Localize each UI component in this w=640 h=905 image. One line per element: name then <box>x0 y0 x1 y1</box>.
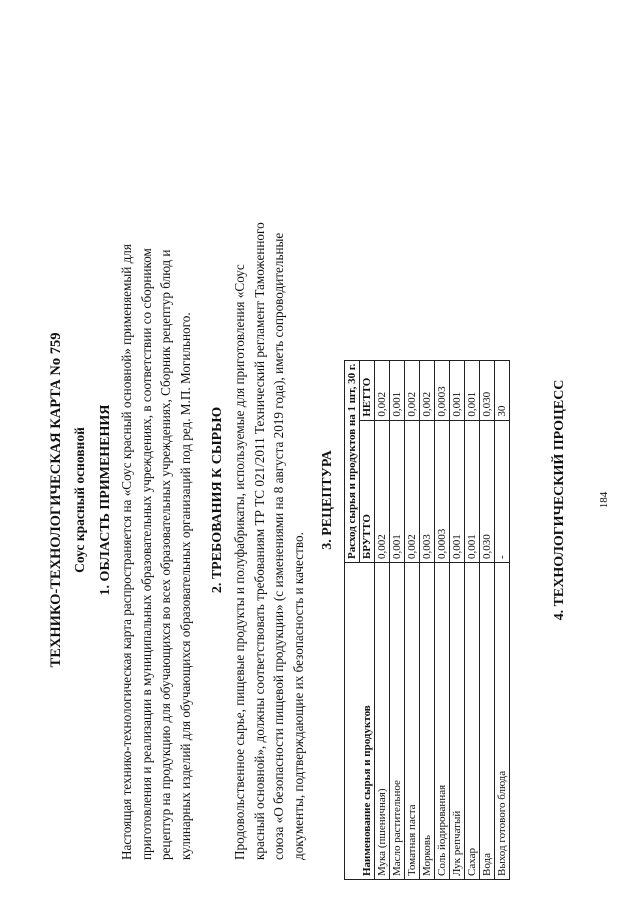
ingredient-netto: 0,0003 <box>435 360 450 420</box>
table-row <box>450 360 465 879</box>
ingredient-name: Томатная паста <box>405 563 420 880</box>
col-netto-header: НЕТТО <box>360 360 375 420</box>
yield-label: Выход готового блюда <box>495 563 510 880</box>
ingredient-netto: 0,001 <box>465 360 480 420</box>
ingredient-brutto: 0,001 <box>390 420 405 562</box>
section-2-line: красный основной», должны соответствовать требованиям ТР ТС 021/2011 Технический регламент Таможенного <box>251 222 267 860</box>
ingredient-netto: 0,002 <box>420 360 435 420</box>
section-3-heading: 3. РЕЦЕПТУРА <box>320 450 335 550</box>
document-title: ТЕХНИКО-ТЕХНОЛОГИЧЕСКАЯ КАРТА No 759 <box>48 332 64 668</box>
table-row <box>375 360 390 879</box>
table-row <box>480 360 495 879</box>
table-yield-row <box>495 360 510 879</box>
section-1-line: рецептур на продукцию для обучающихся во всех образовательных учреждениях, Сборник рецептур блюд и <box>158 249 173 860</box>
ingredient-name: Соль йодированная <box>435 563 450 880</box>
section-2-line: союза «О безопасности пищевой продукции» (с изменениями на 8 августа 2019 года), иметь сопроводительные <box>271 232 286 860</box>
ingredient-netto: 0,001 <box>390 360 405 420</box>
ingredient-netto: 0,001 <box>450 360 465 420</box>
section-2-line: документы, подтверждающие их безопасность и качество. <box>290 532 306 860</box>
ingredient-netto: 0,002 <box>375 360 390 420</box>
ingredient-name: Вода <box>480 563 495 880</box>
section-2-text <box>230 140 308 860</box>
table-row <box>420 360 435 879</box>
ingredient-brutto: 0,002 <box>405 420 420 562</box>
section-1-line: кулинарных изделий для обучающихся образовательных организаций под ред. М.П. Могильного. <box>177 312 193 860</box>
ingredient-brutto: 0,002 <box>375 420 390 562</box>
section-1-heading: 1. ОБЛАСТЬ ПРИМЕНЕНИЯ <box>98 404 113 596</box>
page-number: 184 <box>598 491 610 509</box>
ingredient-name: Мука (пшеничная) <box>375 563 390 880</box>
section-2-line: Продовольственное сырье, пищевые продукты и полуфабрикаты, используемые для приготовления «Соус <box>232 264 247 860</box>
table-row <box>390 360 405 879</box>
ingredient-brutto: 0,003 <box>420 420 435 562</box>
table-row <box>405 360 420 879</box>
ingredient-brutto: 0,001 <box>450 420 465 562</box>
col-brutto-header: БРУТТО <box>360 420 375 562</box>
ingredient-name: Морковь <box>420 563 435 880</box>
yield-brutto: - <box>495 420 510 562</box>
col-name-header: Наименование сырья и продуктов <box>345 563 375 880</box>
section-1-line: Настоящая технико-технологическая карта распространяется на «Соус красный основной» применяемый для <box>119 244 134 860</box>
col-group-header: Расход сырья и продуктов на 1 шт, 30 г. <box>345 360 360 562</box>
table-row <box>465 360 480 879</box>
ingredient-name: Масло растительное <box>390 563 405 880</box>
ingredient-brutto: 0,001 <box>465 420 480 562</box>
dish-name: Соус красный основной <box>72 427 87 573</box>
ingredient-brutto: 0,030 <box>480 420 495 562</box>
recipe-table <box>344 360 510 880</box>
section-2-heading: 2. ТРЕБОВАНИЯ К СЫРЬЮ <box>210 406 225 594</box>
yield-netto: 30 <box>495 360 510 420</box>
ingredient-netto: 0,030 <box>480 360 495 420</box>
section-4-heading: 4. ТЕХНОЛОГИЧЕСКИЙ ПРОЦЕСС <box>552 379 567 621</box>
document-page <box>20 20 620 880</box>
table-row <box>435 360 450 879</box>
ingredient-netto: 0,002 <box>405 360 420 420</box>
ingredient-brutto: 0,0003 <box>435 420 450 562</box>
section-1-text <box>117 140 195 860</box>
ingredient-name: Сахар <box>465 563 480 880</box>
section-1-line: приготовления и реализации в муниципальных образовательных учреждениях, в соответствии со сборником <box>138 248 154 860</box>
table-header-row <box>345 360 360 879</box>
ingredient-name: Лук репчатый <box>450 563 465 880</box>
